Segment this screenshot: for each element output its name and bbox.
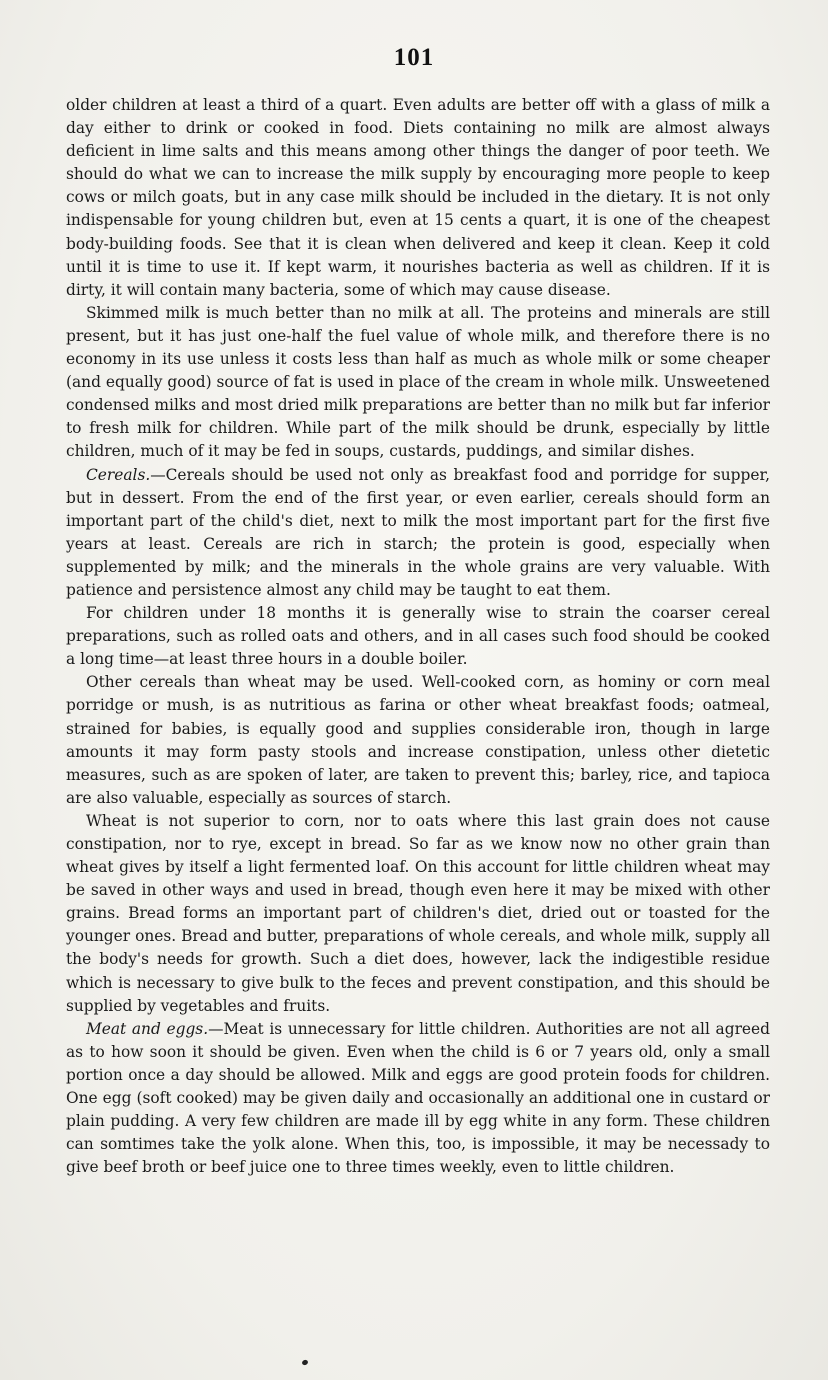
ink-speck bbox=[301, 1359, 308, 1366]
paragraph-text: For children under 18 months it is generally wise to strain the coarser cereal preparations, such as rolled oats and others, and in all cases such food should be cooked a long time—at least three hours in a double boiler. bbox=[66, 604, 770, 669]
paragraph-text: Wheat is not superior to corn, nor to oats where this last grain does not cause constipation, nor to rye, except in bread. So far as we know now no other grain than wheat gives by itself a light fermented loaf. On this account for little children wheat may be saved in other ways and used in bread, though even here it may be mixed with other grains. Bread forms an important part of children's diet, dried out or toasted for the younger ones. Bread and butter, preparations of whole cereals, and whole milk, supply all the body's needs for growth. Such a diet does, however, lack the indigestible residue which is necessary to give bulk to the feces and prevent constipation, and this should be supplied by vegetables and fruits. bbox=[66, 811, 770, 1015]
body-text bbox=[66, 94, 770, 1179]
paragraph-wheat bbox=[66, 810, 770, 1018]
paragraph-milk-intro bbox=[66, 94, 770, 302]
paragraph-skimmed-milk bbox=[66, 302, 770, 464]
page-number: 101 bbox=[393, 44, 435, 71]
paragraph-other-cereals bbox=[66, 671, 770, 810]
section-heading-cereals: Cereals. bbox=[86, 465, 151, 484]
paragraph-meat-and-eggs bbox=[66, 1018, 770, 1180]
paragraph-text: older children at least a third of a quart. Even adults are better off with a glass of milk a day either to drink or cooked in food. Diets containing no milk are almost always deficient in lime salts and this means among other things the danger of poor teeth. We should do what we can to increase the milk supply by encouraging more people to keep cows or milch goats, but in any case milk should be included in the dietary. It is not only indispensable for young children but, even at 15 cents a quart, it is one of the cheapest body-building foods. See that it is clean when delivered and keep it clean. Keep it cold until it is time to use it. If kept warm, it nourishes bacteria as well as children. If it is dirty, it will contain many bacteria, some of which may cause disease. bbox=[66, 96, 770, 299]
paragraph-under-18-months bbox=[66, 602, 770, 671]
paragraph-text: —Meat is unnecessary for little children. Authorities are not all agreed as to how soon it should be given. Even when the child is 6 or 7 years old, only a small portion once a day should be allowed. Milk and eggs are good protein foods for children. One egg (soft cooked) may be given daily and occasionally an additional one in custard or plain pudding. A very few children are made ill by egg white in any form. These children can somtimes take the yolk alone. When this, too, is impossible, it may be necessady to give beef broth or beef juice one to three times weekly, even to little children. bbox=[66, 1019, 771, 1177]
paragraph-text: —Cereals should be used not only as breakfast food and porridge for supper, but in dessert. From the end of the first year, or even earlier, cereals should form an important part of the child's diet, next to milk the most important part for the first five years at least. Cereals are rich in starch; the protein is good, especially when supplemented by milk; and the minerals in the whole grains are very valuable. With patience and persistence almost any child may be taught to eat them. bbox=[66, 465, 770, 599]
paragraph-text: Other cereals than wheat may be used. Well-cooked corn, as hominy or corn meal porridge or mush, is as nutritious as farina or other wheat breakfast foods; oatmeal, strained for babies, is equally good and supplies considerable iron, though in large amounts it may form pasty stools and increase constipation, unless other dietetic measures, such as are spoken of later, are taken to prevent this; barley, rice, and tapioca are also valuable, especially as sources of starch. bbox=[66, 673, 770, 807]
paragraph-cereals bbox=[66, 464, 770, 603]
paragraph-text: Skimmed milk is much better than no milk at all. The proteins and minerals are still present, but it has just one-half the fuel value of whole milk, and therefore there is no economy in its use unless it costs less than half as much as whole milk or some cheaper (and equally good) source of fat is used in place of the cream in whole milk. Unsweetened condensed milks and most dried milk preparations are better than no milk but far inferior to fresh milk for children. While part of the milk should be drunk, especially by little children, much of it may be fed in soups, custards, puddings, and similar dishes. bbox=[66, 303, 770, 461]
section-heading-meat-and-eggs: Meat and eggs. bbox=[86, 1019, 209, 1038]
